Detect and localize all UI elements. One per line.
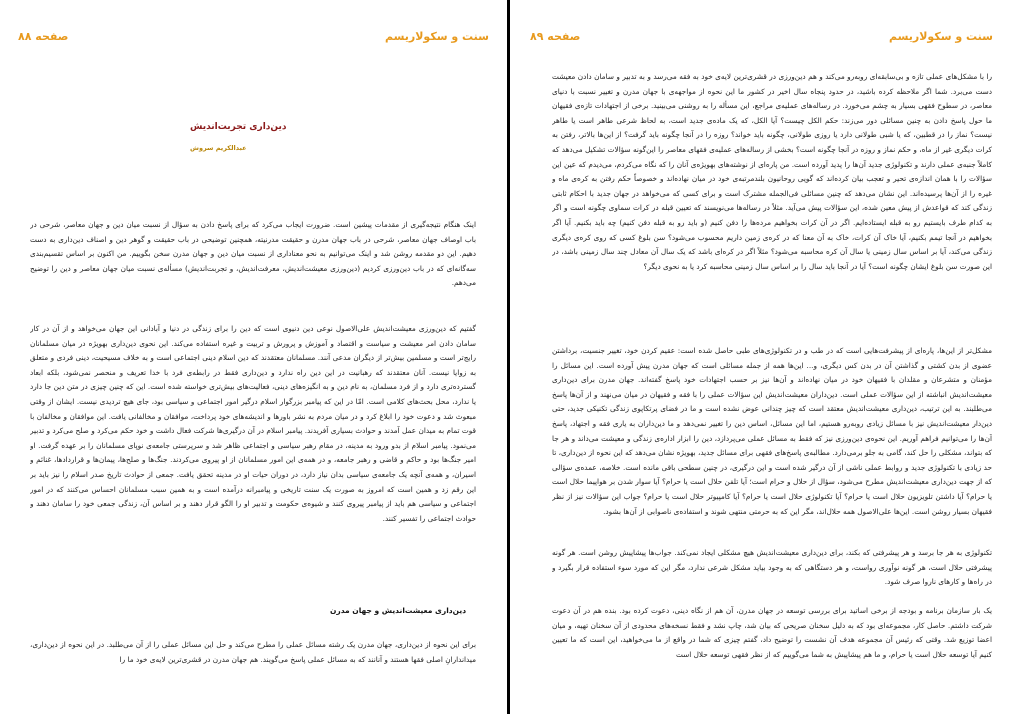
article-title: دین‌داری تجربت‌اندیش — [190, 122, 287, 132]
page-number: صفحه ۸۸ — [18, 30, 69, 43]
right-page — [510, 0, 1015, 714]
paragraph-text: برای این نحوه از دین‌داری، جهان مدرن یک رشته مسائل عملی را مطرح می‌کند و حل این مسائل عملی را از آن می‌طلبد. در این نحوه از دین‌داری، میداندارانِ اصلی فقها هستند و آنانند که به مسائل عملی پاسخ می‌گویند. هم جهان مدرن در قشری‌ترین لایه‌ی خود ما را — [30, 640, 476, 664]
paragraph-text: مشکل‌تر از این‌ها، پاره‌ای از پیشرفت‌هایی است که در طب و در تکنولوژی‌های طبی حاصل شده است: عقیم کردن خود، تغییر جنسیت، برداشتن عضوی از بدن کشتی و گذاشتن آن در بدن کس دیگری، و... این‌ها همه از جمله مسائلی است که جهان مدرن پیش آورده است. این مسائل را مؤمنان و متشرعان و مقلدان با فقیهان خود در میان نهاده‌اند و آن‌ها نیز بر حسب اجتهادات خود پاسخ گفته‌اند. جهان مدرن برای دین‌داری معیشت‌اندیش انباشته از این سؤالات عملی است. دین‌داران معیشت‌اندیش این سؤالات عملی را با فقه و فقیهان در میان می‌نهند و از آن‌ها پاسخ می‌طلبند. به این ترتیب، دین‌داری معیشت‌اندیش معتقد است که چیز چندانی عوض نشده است و ما در فضای پرتکاپوی زندگی تکنیکی جدید، حتی دین‌دار معیشت‌اندیش نیز با مسائل زیادی روبه‌رو هستیم، اما این مسائل، اساس دین را تغییر نمی‌دهد و ما دین‌داران به یاری فقه و اجتهاد، پاسخ آن‌ها را می‌توانیم فراهم آوریم. این نحوه‌ی دین‌ورزی نیز که فقط به مسائل عملی می‌پردازد، دین را ابزار اداره‌ی زندگی و معیشت می‌داند و هر جا که بتواند، مشکلی را حل کند، گامی به جلو برمی‌دارد. مطالبه‌ی پاسخ‌های فقهی برای مسائل جدید، بهویژه نشان می‌دهد که این نحوه از دین‌داری، تا حد زیادی با تکنولوژی جدید و روابط عملی ناشی از آن درگیر شده است و این درگیری، در چنین سطحی باقی مانده است. خلاصه، عمده‌ی سؤالی که از جهت دین‌داری معیشت‌اندیش مطرح می‌شود، سؤال از حلال و حرام است؛ آیا تلفن حلال است یا حرام؟ آیا سوار شدن بر هواپیما حلال است یا حرام؟ آیا داشتن تلویزیون حلال است یا حرام؟ آیا تکنولوژی حلال است یا حرام؟ آیا کامپیوتر حلال است یا حرام؟ جواب این سؤالات نیز از نظر فقیهان بسیار روشن است. این‌ها علی‌الاصول همه حلال‌اند، مگر این که به حرمتی منتهی شوند و استفاده‌ی ناصوابی از آن‌ها بشود. — [552, 346, 992, 516]
section-subheading: دین‌داری معیشت‌اندیش و جهان مدرن — [330, 606, 467, 615]
left-page — [0, 0, 507, 714]
paragraph-intro — [30, 218, 476, 306]
paragraph-text: اینک هنگام نتیجه‌گیری از مقدمات پیشین است. ضرورت ایجاب می‌کرد که برای پاسخ دادن به سؤال از نسبت میان دین و جهان معاصر، شرحی در باب اوصاف جهان معاصر، شرحی در باب جهان مدرن و حقیقت مدرنیته، همچنین توضیحی در باب حقیقت و گوهر دین و اصناف دین‌داری به دست دهیم. این دو مقدمه روشن شد و اینک می‌توانیم به نحو معناداری از نسبت میان دین و جهان مدرن سخن بگوییم. من اکنون بر اساس تقسیم‌بندی سه‌گانه‌ای که در باب دین‌ورزی کردیم (دین‌ورزی معیشت‌اندیش، معرفت‌اندیش، و تجربت‌اندیش) مسأله‌ی نسبت میان جهان معاصر و دین را توضیح می‌دهم. — [30, 220, 476, 288]
paragraph-section — [30, 638, 476, 682]
paragraph-text: گفتیم که دین‌ورزی معیشت‌اندیش علی‌الاصول نوعی دین دنیوی است که دین را برای زندگی در دنیا و آبادانی این جهان می‌خواهد و از آن در کار سامان دادن امر معیشت و سیاست و اقتصاد و آموزش و پرورش و تربیت و غیره استفاده می‌کند. این نحوی دین‌داری بهویژه در میان مسلمانان رایج‌تر است و مسلمین بیش‌تر از دیگران مدعی آنند. مسلمانان معتقدند که دین اسلام دینی اجتماعی است و به خلاف مسیحیت، دینی فردی و متعلق به زوایا نیست. آنان معتقدند که رهبانیت در این دین راه ندارد و دین‌داری فقط در رابطه‌ی فرد با خدا تعریف و منحصر نمی‌شود، بلکه ابعاد گسترده‌تری دارد و از فرد مسلمان، به نام دین و به انگیزه‌های دینی، فعالیت‌های بیش‌تری خواسته شده است. این که چنین چیزی در متن دین جا دارد یا ندارد، محل بحث‌های کلامی است. امّا در این که پیامبر بزرگوار اسلام درگیر امور اجتماعی و سیاسی بود، جای هیچ تردیدی نیست. ایشان از وقتی مبعوث شد و دعوت خود را ابلاغ کرد و در میان مردم به نشر باورها و اندیشه‌های خود پرداخت، موافقان و مخالفانی یافت. این موافقان و مخالفان با قوت تمام به میدان عمل آمدند و حوادث بسیاری آفریدند. پیامبر اسلام در آن درگیری‌ها شرکت فعال داشت و خود حکم می‌کرد و صلح می‌کرد و تدبیر می‌نمود. پیامبر اسلام از بدو ورود به مدینه، در مقام رهبر سیاسی و اجتماعی ظاهر شد و سرپرستی جامعه‌ی نوپای مسلمانان را بر عهده گرفت. او امیر جنگ‌ها بود و حاکم و قاضی و رهبر جامعه، و در همه‌ی این امور مسلمانان از او پیروی می‌کردند. جنگ‌ها و صلح‌ها، پیمان‌ها و قراردادها، غنائم و اسیران، و همه‌ی آنچه یک جامعه‌ی سیاسی بدان نیاز دارد، در دوران حیات او در مدینه تحقق یافت. جمعی از حوادث تاریخ صدر اسلام را نیز باید بر این رقم زد و همین است که امروز به صورت یک سنت تاریخی و پیامبرانه درآمده است و به همین سبب مسلمانان احساس می‌کنند که در امور اجتماعی و سیاسی هم باید از پیامبر پیروی کنند و شیوه‌ی حکومت و تدبیر او را الگو قرار دهند و بر اساس آن، زندگی جمعی خود را سامان دهند و حوادث اجتماعی را تفسیر کنند. — [30, 324, 476, 523]
paragraph-text: را با مشکل‌های عملی تازه و بی‌سابقه‌ای روبه‌رو می‌کند و هم دین‌ورزی در قشری‌ترین لایه‌ی خود به فقه می‌رسد و به تدبیر و سامان دادن معیشت دست می‌برد. شما اگر ملاحظه کرده باشید، در حدود پنجاه سال اخیر در کشور ما این نحوه از مواجهه‌ی با جهان مدرن و تغییر نسبت با دنیای معاصر، در سطوح فقهی بسیار به چشم می‌خورد. در رساله‌های عملیه‌ی مراجع، این مسأله را به روشنی می‌بینید. برخی از اجتهادات تازه‌ی فقیهان ما حول پاسخ دادن به چنین مسائلی دور می‌زند: حکم الکل چیست؟ آیا الکل، که یک ماده‌ی جدید است، به لحاظ شرعی طاهر است یا طاهر نیست؟ نماز را در قطبین، که یا شبی طولانی دارد یا روزی طولانی، چگونه باید خواند؟ روزه را در آنجا چگونه باید گرفت؟ از این‌ها بالاتر، رفتن به کرات دیگری غیر از ماه، و حکم نماز و روزه در آنجا چگونه است؟ بخشی از رساله‌های عملیه‌ی فقهای معاصر را این‌گونه سؤالات تشکیل می‌دهد که کاملاً جنبه‌ی عملی دارند و تکنولوژی جدید آن‌ها را پدید آورده است. من پاره‌ای از نوشته‌های بهویژه‌ی آنان را که نگاه می‌کردم، می‌دیدم که عین این سؤالات را با همان اندازه‌ی تحیر و تعجب بیان کرده‌اند که گویی روحانیون بلندمرتبه‌ی خود در میان نهاده‌اند و خصوصاً حکم رفتن به کره‌ی ماه و غیره را از آن‌ها پرسیده‌اند. این نشان می‌دهد که چنین مسائلی فی‌الجمله مشترک است و برای کسی که می‌خواهد در جهان جدید با احکام ثابتی زندگی کند که قواعدش از پیش معین شده، این سؤالات پیش می‌آید. مثلاً در رساله‌ها می‌نویسند که تعیین قبله در کرات سماوی چگونه است و اگر به کدام طرف بایستیم رو به قبله ایستاده‌ایم. اگر در آن کرات بخواهیم مرده‌ها را دفن کنیم (و باید رو به قبله دفن کنیم) چه باید بکنیم. آیا اگر بخواهیم در آنجا تیمم بکنیم، آیا خاک آن کرات، خاک به آن معنا که در کره‌ی زمین داریم محسوب می‌شود؟ سن بلوغ کسی که روی کره‌ی دیگری زندگی می‌کند، آیا بر اساس سال زمینی یا سال آن کره محاسبه می‌شود؟ مثلاً اگر در کره‌ای باشد که یک سال آن معادل چند سال زمینی باشد، در این صورت سن بلوغ ایشان چگونه است؟ آیا در آنجا باید سال را بر اساس سال زمینی محاسبه کرد یا به نحوی دیگر؟ — [552, 72, 992, 271]
paragraph-continued — [552, 70, 992, 334]
book-title-header: سنت و سکولاریسم — [384, 30, 489, 43]
paragraph-main — [30, 322, 476, 586]
paragraph-text: یک بار سازمان برنامه و بودجه از برخی اساتید برای بررسی توسعه در جهان مدرن، آن هم از نگاه دینی، دعوت کرده بود. بنده هم در آن دعوت شرکت داشتم. حاصل کار، مجموعه‌ای بود که به دلیل سخنان صریحی که بیان شد، چاپ نشد و فقط نسخه‌های محدودی از آن سخنان تهیه، و میان اعضا توزیع شد. وقتی که رئیس آن مجموعه هدف آن نشست را توضیح داد، گفتم چیزی که شما در واقع از ما می‌خواهید، این است که ما تعیین کنیم آیا توسعه حلال است یا حرام، و ما هم پیشاپیش به شما می‌گوییم که از نظر فقهی توسعه حلال است — [552, 606, 992, 659]
paragraph-text: تکنولوژی به هر جا برسد و هر پیشرفتی که بکند، برای دین‌داری معیشت‌اندیش هیچ مشکلی ایجاد نمی‌کند. جواب‌ها پیشاپیش روشن است. هر گونه پیشرفتی حلال است، هر گونه نوآوری رواست، و هر دستگاهی که به وجود بیاید مشکل شرعی ندارد، مگر این که مورد سوء استفاده قرار بگیرد و در راه‌ها و کارهای ناروا صرف شود. — [552, 548, 992, 587]
paragraph-technology — [552, 546, 992, 590]
paragraph-development — [552, 604, 992, 678]
page-number: صفحه ۸۹ — [530, 30, 581, 43]
book-title-header: سنت و سکولاریسم — [888, 30, 993, 43]
paragraph-medical — [552, 344, 992, 534]
article-author: عبدالکریم سروش — [190, 144, 247, 152]
